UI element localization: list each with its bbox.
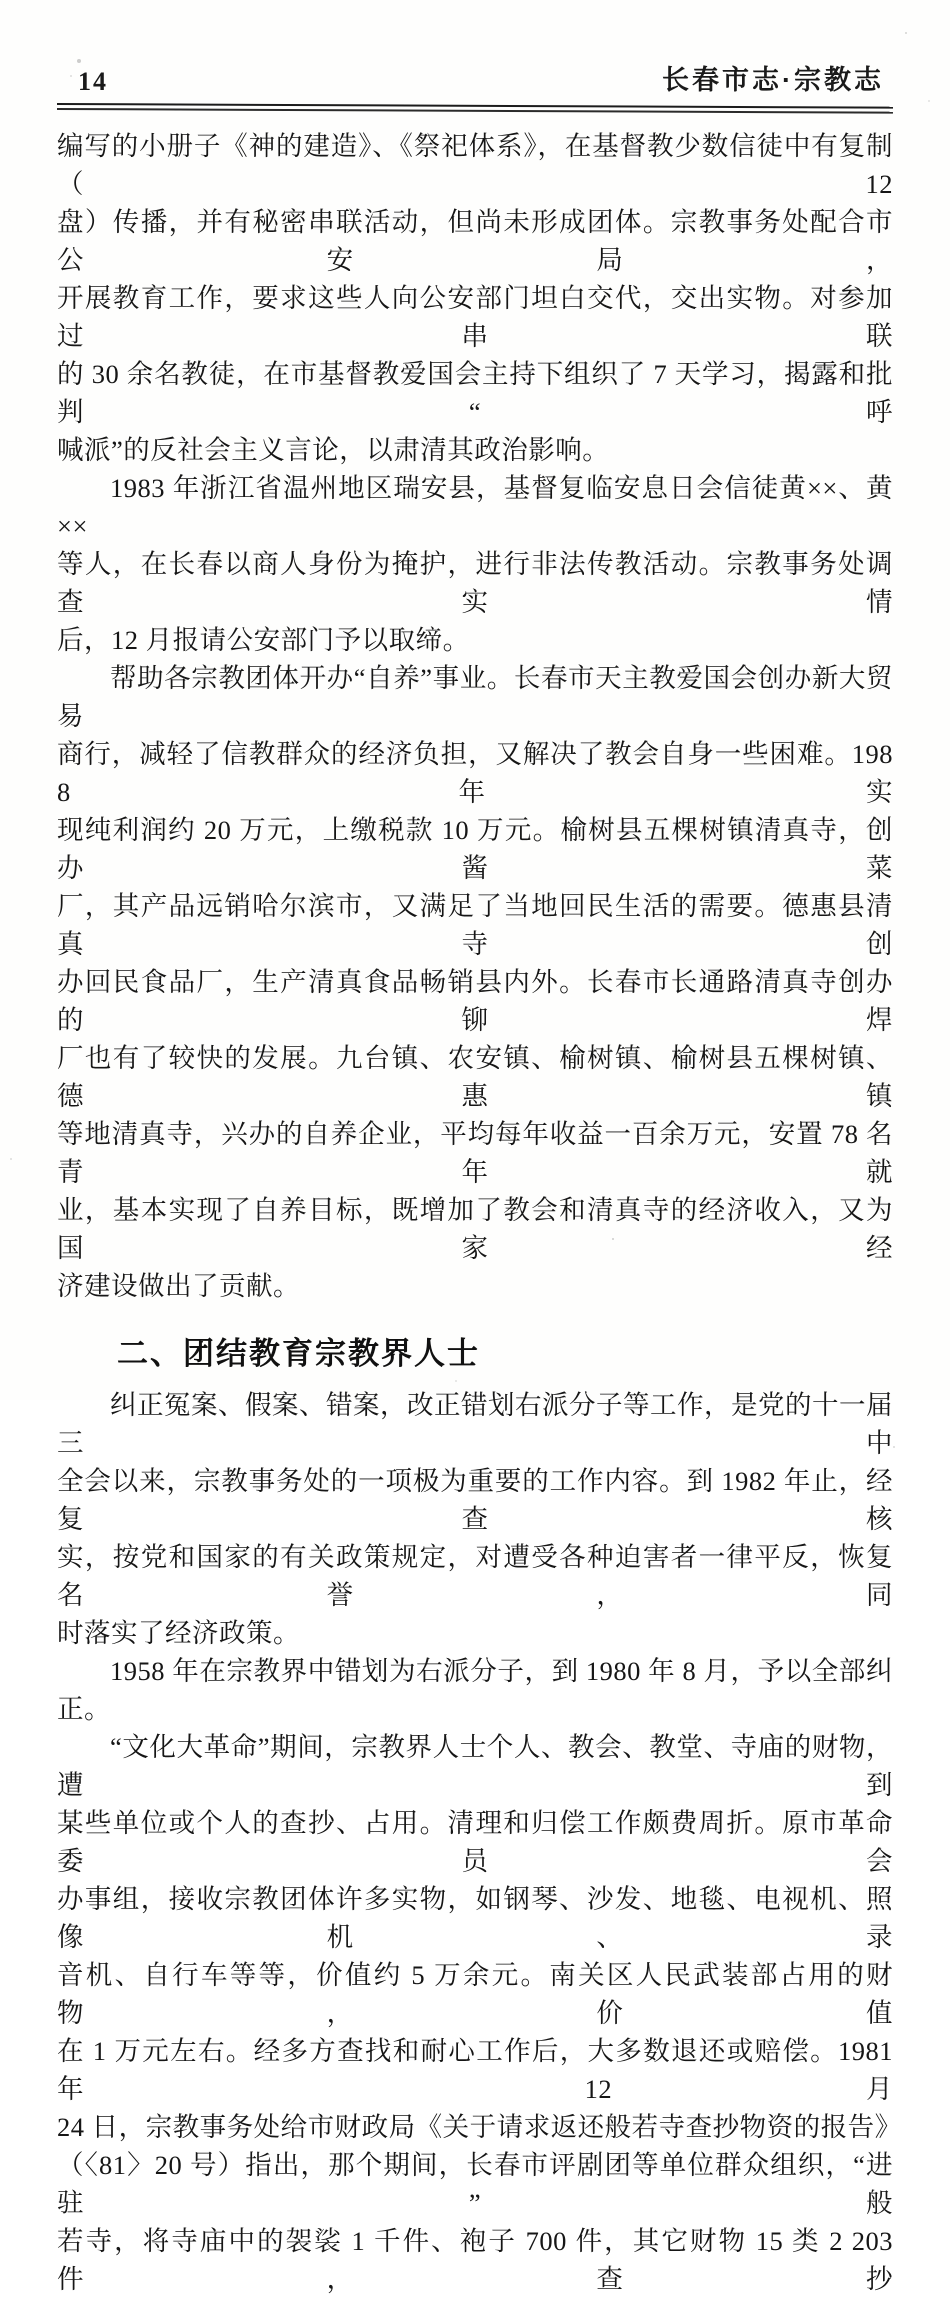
text-line: 商行，减轻了信教群众的经济负担，又解决了教会自身一些困难。1988 年实 <box>57 739 893 807</box>
text-line: 盘）传播，并有秘密串联活动，但尚未形成团体。宗教事务处配合市公安局， <box>57 207 893 275</box>
text-line: 编写的小册子《神的建造》、《祭祀体系》，在基督教少数信徒中有复制（12 <box>57 131 893 199</box>
document-body <box>57 127 902 2298</box>
text-line: 业，基本实现了自养目标，既增加了教会和清真寺的经济收入，又为国家经 <box>57 1195 893 1263</box>
text-line: 1958 年在宗教界中错划为右派分子，到 1980 年 8 月，予以全部纠正。 <box>57 1656 893 1724</box>
text-line: 现纯利润约 20 万元，上缴税款 10 万元。榆树县五棵树镇清真寺，创办酱菜 <box>57 815 893 883</box>
running-title: 长春市志·宗教志 <box>662 65 884 95</box>
text-line: 喊派”的反社会主义言论，以肃清其政治影响。 <box>57 435 610 465</box>
text-line: 若寺，将寺庙中的袈裟 1 千件、袍子 700 件，其它财物 15 类 2 203 件，查抄 <box>57 2226 893 2294</box>
text-line: 办回民食品厂，生产清真食品畅销县内外。长春市长通路清真寺创办的铆焊 <box>57 967 893 1035</box>
scan-noise <box>0 0 2 2</box>
text-line: 后，12 月报请公安部门予以取缔。 <box>57 625 470 655</box>
paragraph <box>57 659 893 1305</box>
text-line: 开展教育工作，要求这些人向公安部门坦白交代，交出实物。对参加过串联 <box>57 283 893 351</box>
text-line: 时落实了经济政策。 <box>57 1618 300 1648</box>
paragraph <box>57 127 893 469</box>
text-line: 帮助各宗教团体开办“自养”事业。长春市天主教爱国会创办新大贸易 <box>57 663 893 731</box>
text-line: 济建设做出了贡献。 <box>57 1271 300 1301</box>
text-line: 纠正冤案、假案、错案，改正错划右派分子等工作，是党的十一届三中 <box>57 1390 893 1458</box>
text-line: 1983 年浙江省温州地区瑞安县，基督复临安息日会信徒黄××、黄×× <box>57 473 893 541</box>
page-header <box>0 0 950 103</box>
text-line: 的 30 余名教徒，在市基督教爱国会主持下组织了 7 天学习，揭露和批判“呼 <box>57 359 893 427</box>
paragraph <box>57 469 893 659</box>
paragraph <box>57 1386 893 1652</box>
section-heading: 二、团结教育宗教界人士 <box>117 1336 480 1371</box>
page-number: 14 <box>78 67 108 96</box>
text-line: 办事组，接收宗教团体许多实物，如钢琴、沙发、地毯、电视机、照像机、录 <box>57 1884 893 1952</box>
paragraph <box>57 1728 902 2298</box>
text-line: 厂也有了较快的发展。九台镇、农安镇、榆树镇、榆树县五棵树镇、德惠镇 <box>57 1043 893 1111</box>
text-line: 音机、自行车等等，价值约 5 万余元。南关区人民武装部占用的财物，价值 <box>57 1960 893 2028</box>
text-line: 24 日，宗教事务处给市财政局《关于请求返还般若寺查抄物资的报告》 <box>57 2112 902 2142</box>
text-line: 等地清真寺，兴办的自养企业，平均每年收益一百余万元，安置 78 名青年就 <box>57 1119 893 1187</box>
text-line: （〈81〉20 号）指出，那个期间，长春市评剧团等单位群众组织，“进驻”般 <box>57 2150 893 2218</box>
text-line: 全会以来，宗教事务处的一项极为重要的工作内容。到 1982 年止，经复查核 <box>57 1466 893 1534</box>
text-line: 某些单位或个人的查抄、占用。清理和归偿工作颇费周折。原市革命委员会 <box>57 1808 893 1876</box>
text-line: “文化大革命”期间，宗教界人士个人、教会、教堂、寺庙的财物，遭到 <box>57 1732 893 1800</box>
text-line: 等人，在长春以商人身份为掩护，进行非法传教活动。宗教事务处调查实情 <box>57 549 893 617</box>
header-rule <box>57 103 893 114</box>
text-line: 在 1 万元左右。经多方查找和耐心工作后，大多数退还或赔偿。1981 年 12 月 <box>57 2036 893 2104</box>
text-line: 厂，其产品远销哈尔滨市，又满足了当地回民生活的需要。德惠县清真寺创 <box>57 891 893 959</box>
text-line: 实，按党和国家的有关政策规定，对遭受各种迫害者一律平反，恢复名誉，同 <box>57 1542 893 1610</box>
paragraph <box>57 1652 893 1728</box>
